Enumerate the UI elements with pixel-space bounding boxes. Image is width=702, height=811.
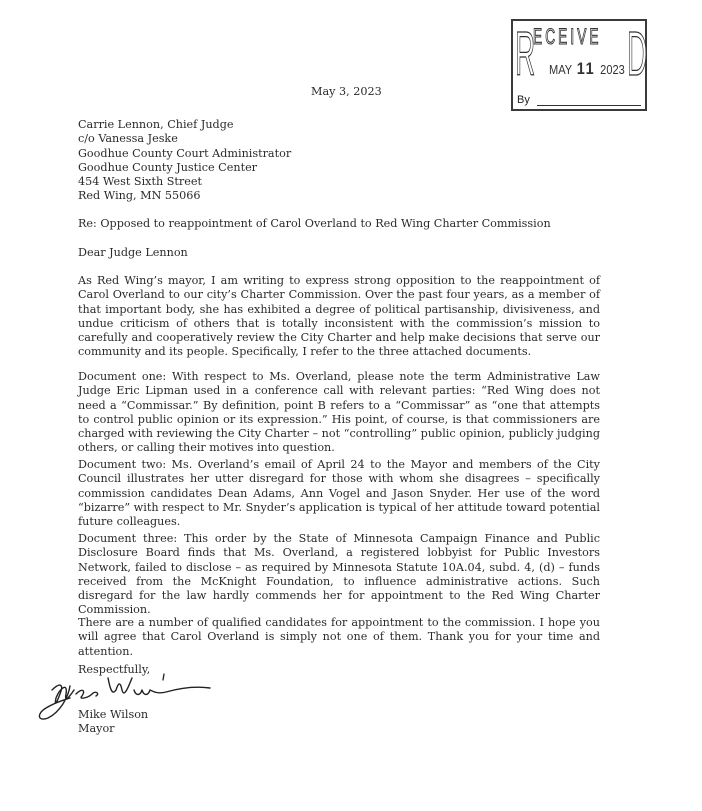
body-paragraph-document-three: Document three: This order by the State of Minnesota Campaign Finance and Public Disclosure Board finds that Ms. Overland, a registered lobbyist for Public Investors Network, failed to disclose – as required by Minnesota Statute 10A.04, subd. 4, (d) – funds received from the McKnight Foundation, to influence administrative actions. Such disregard for the law hardly commends her for appointment to the Red Wing Charter Commission.: [78, 532, 600, 617]
received-stamp: [511, 19, 647, 111]
stamp-date: [549, 59, 625, 79]
stamp-by-label: By: [517, 94, 530, 106]
signer-name: Mike Wilson: [78, 708, 149, 721]
body-paragraph-conclusion: There are a number of qualified candidates for appointment to the commission. I hope you will agree that Carol Overland is simply not one of them. Thank you for your time and attention.: [78, 616, 600, 658]
stamp-letter-d: D: [627, 20, 648, 89]
body-paragraph-document-two: Document two: Ms. Overland’s email of April 24 to the Mayor and members of the City Council illustrates her utter disregard for those with whom she disagrees – specifically commission candidates Dean Adams, Ann Vogel and Jason Snyder. Her use of the word “bizarre” with respect to Mr. Snyder’s application is typical of her attitude toward potential future colleagues.: [78, 458, 600, 529]
body-paragraph-intro: As Red Wing’s mayor, I am writing to express strong opposition to the reappointment of Carol Overland to our city’s Charter Commission. Over the past four years, as a member of that important body, she has exhibited a degree of political partisanship, divisiveness, and undue criticism of others that is totally inconsistent with the commission’s mission to carefully and cooperatively review the City Charter and help make decisions that serve our community and its people. Specifically, I refer to the three attached documents.: [78, 274, 600, 359]
salutation: Dear Judge Lennon: [78, 246, 188, 259]
stamp-signature-line: [537, 105, 641, 106]
subject-line: Re: Opposed to reappointment of Carol Overland to Red Wing Charter Commission: [78, 217, 551, 230]
stamp-middle-letters: ECEIVE: [533, 24, 602, 49]
stamp-year: 2023: [600, 62, 625, 77]
address-line: Red Wing, MN 55066: [78, 189, 201, 203]
address-line: 454 West Sixth Street: [78, 175, 202, 189]
address-line: c/o Vanessa Jeske: [78, 132, 178, 146]
address-line: Goodhue County Court Administrator: [78, 146, 292, 160]
address-line: Carrie Lennon, Chief Judge: [78, 118, 234, 131]
letter-date: May 3, 2023: [311, 85, 382, 98]
stamp-month: MAY: [549, 62, 572, 77]
recipient-address: [78, 118, 291, 204]
stamp-letter-r: R: [515, 20, 536, 89]
closing: Respectfully,: [78, 663, 151, 676]
signer-title: Mayor: [78, 722, 115, 735]
address-line: Goodhue County Justice Center: [78, 160, 258, 174]
stamp-day: 11: [576, 59, 596, 78]
body-paragraph-document-one: Document one: With respect to Ms. Overland, please note the term Administrative Law Judge Eric Lipman used in a conference call with relevant parties: “Red Wing does not need a “Commissar.” By definition, point B refers to a “Commissar” as “one that attempts to control public opinion or its expression.” His point, of course, is that commissioners are charged with reviewing the City Charter – not “controlling” public opinion, publicly judging others, or calling their motives into question.: [78, 370, 600, 455]
